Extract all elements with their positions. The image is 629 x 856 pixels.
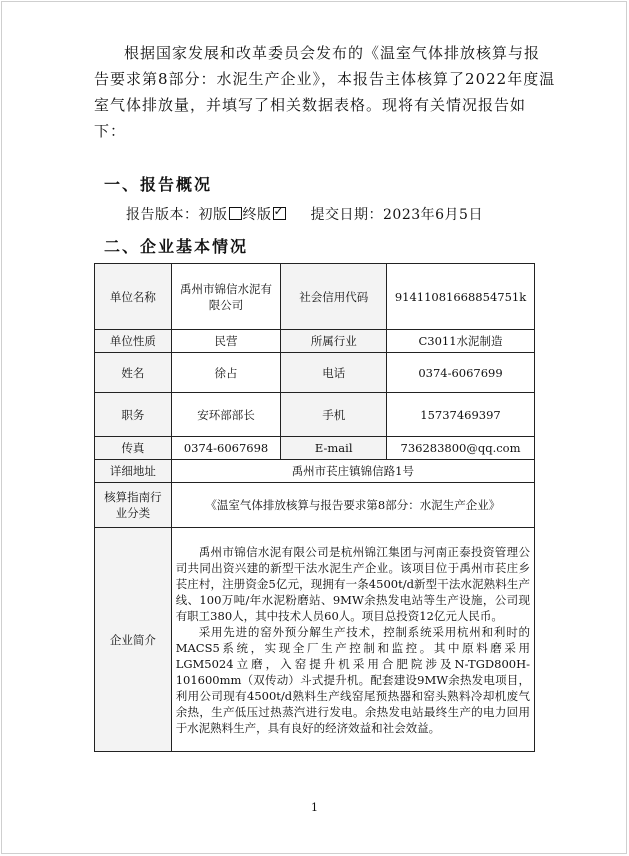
intro-line-2: 告要求第8部分：水泥生产企业》，本报告主体核算了2022年度温 xyxy=(94,70,556,88)
table-row xyxy=(95,353,535,393)
table-row xyxy=(95,528,535,752)
table-row xyxy=(95,437,535,460)
company-intro-value xyxy=(171,528,534,752)
page-number: 1 xyxy=(311,801,318,814)
version-label: 报告版本：初版 xyxy=(126,207,228,223)
unit-name-label: 单位名称 xyxy=(95,264,172,330)
mobile-value: 15737469397 xyxy=(387,393,535,437)
initial-version-checkbox[interactable] xyxy=(229,207,242,220)
section-1-heading: 一、报告概况 xyxy=(104,175,213,194)
report-meta xyxy=(126,204,483,224)
credit-code-value: 91411081668854751k xyxy=(387,264,535,330)
table-row xyxy=(95,264,535,330)
guide-label: 核算指南行业分类 xyxy=(95,483,172,528)
final-version-label: 终版 xyxy=(242,207,272,223)
intro-line-3: 室气体排放量，并填写了相关数据表格。现将有关情况报告如 xyxy=(94,96,527,114)
credit-code-label: 社会信用代码 xyxy=(281,264,387,330)
company-info-table xyxy=(94,263,535,752)
table-row xyxy=(95,460,535,483)
address-label: 详细地址 xyxy=(95,460,172,483)
nature-label: 单位性质 xyxy=(95,330,172,353)
company-intro-paragraph-2: 采用先进的窑外预分解生产技术，控制系统采用杭州和利时的MACS5系统，实现全厂生产控制和监控。其中原料磨采用LGM5024立磨，入窑提升机采用合肥院涉及N-TGD800H-101600mm（双传动）斗式提升机。配套建设9MW余热发电项目，利用公司现有4500t/d熟料生产线窑尾预热器和窑头熟料冷却机废气余热，生产低压过热蒸汽进行发电。余热发电站最终生产的电力回用于水泥熟料生产，具有良好的经济效益和社会效益。 xyxy=(175,624,530,735)
final-version-checkbox[interactable] xyxy=(273,207,286,220)
email-value: 736283800@qq.com xyxy=(387,437,535,460)
table-row xyxy=(95,393,535,437)
industry-value: C3011水泥制造 xyxy=(387,330,535,353)
guide-value: 《温室气体排放核算与报告要求第8部分：水泥生产企业》 xyxy=(171,483,534,528)
mobile-label: 手机 xyxy=(281,393,387,437)
table-row xyxy=(95,483,535,528)
industry-label: 所属行业 xyxy=(281,330,387,353)
nature-value: 民营 xyxy=(171,330,281,353)
phone-label: 电话 xyxy=(281,353,387,393)
position-value: 安环部部长 xyxy=(171,393,281,437)
company-intro-label: 企业简介 xyxy=(95,528,172,752)
contact-name-value: 徐占 xyxy=(171,353,281,393)
intro-line-4: 下： xyxy=(94,122,127,140)
section-2-heading: 二、企业基本情况 xyxy=(104,237,249,256)
phone-value: 0374-6067699 xyxy=(387,353,535,393)
intro-paragraph xyxy=(94,40,556,144)
address-value: 禹州市苌庄镇锦信路1号 xyxy=(171,460,534,483)
unit-name-value: 禹州市锦信水泥有限公司 xyxy=(171,264,281,330)
contact-name-label: 姓名 xyxy=(95,353,172,393)
submit-date: 提交日期：2023年6月5日 xyxy=(310,207,483,223)
table-row xyxy=(95,330,535,353)
intro-line-1: 根据国家发展和改革委员会发布的《温室气体排放核算与报 xyxy=(124,44,541,62)
fax-label: 传真 xyxy=(95,437,172,460)
email-label: E-mail xyxy=(281,437,387,460)
fax-value: 0374-6067698 xyxy=(171,437,281,460)
company-intro-paragraph-1: 禹州市锦信水泥有限公司是杭州锦江集团与河南正泰投资管理公司共同出资兴建的新型干法水泥生产企业。该项目位于禹州市苌庄乡苌庄村，注册资金5亿元，现拥有一条4500t/d新型干法水泥熟料生产线、100万吨/年水泥粉磨站、9MW余热发电站等生产设施，公司现有职工380人，其中技术人员60人。项目总投资12亿元人民币。 xyxy=(175,544,530,623)
position-label: 职务 xyxy=(95,393,172,437)
